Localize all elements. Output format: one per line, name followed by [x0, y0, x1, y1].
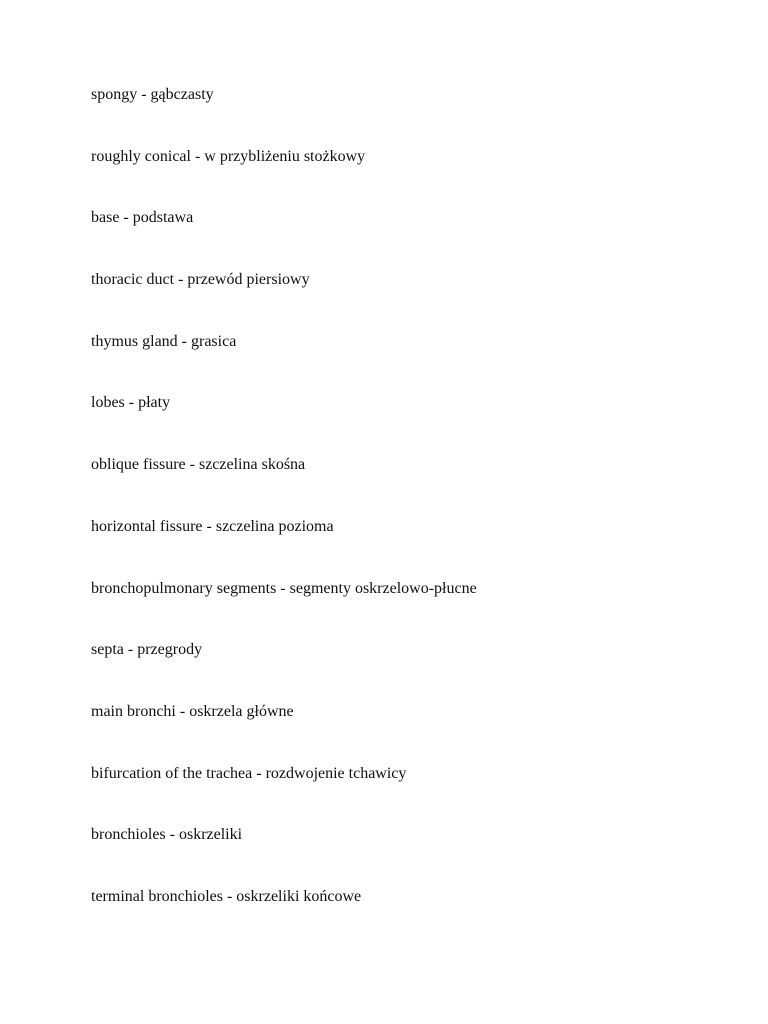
vocabulary-entry: base - podstawa [91, 209, 194, 227]
vocabulary-entry: bronchioles - oskrzeliki [91, 826, 243, 844]
vocabulary-entry: main bronchi - oskrzela główne [91, 702, 294, 720]
vocabulary-entry: oblique fissure - szczelina skośna [91, 456, 306, 474]
vocabulary-entry: septa - przegrody [91, 641, 203, 659]
vocabulary-entry: thymus gland - grasica [91, 332, 237, 350]
vocabulary-entry: bifurcation of the trachea - rozdwojenie tchawicy [91, 764, 407, 782]
vocabulary-entry: thoracic duct - przewód piersiowy [91, 271, 310, 289]
vocabulary-list [91, 85, 477, 949]
vocabulary-entry: bronchopulmonary segments - segmenty oskrzelowo-płucne [91, 579, 477, 597]
vocabulary-entry: horizontal fissure - szczelina pozioma [91, 517, 334, 535]
vocabulary-entry: lobes - płaty [91, 394, 171, 412]
vocabulary-entry: spongy - gąbczasty [91, 86, 214, 103]
vocabulary-entry: terminal bronchioles - oskrzeliki końcowe [91, 887, 362, 905]
vocabulary-entry: roughly conical - w przybliżeniu stożkowy [91, 147, 366, 165]
